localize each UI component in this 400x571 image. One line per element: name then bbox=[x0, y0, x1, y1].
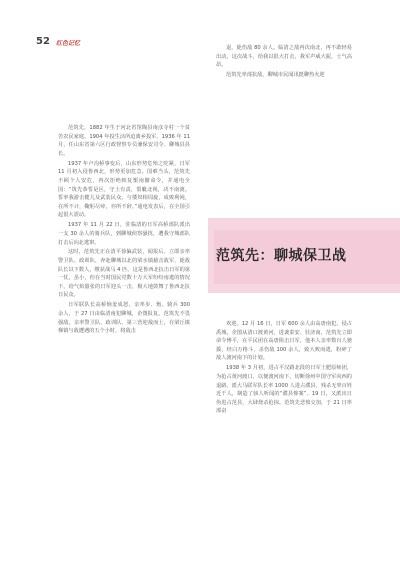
paragraph: 退，毙伤敌 80 余人。临清之敌再次南北，再不敢轻易出动。这次战斗，给我以很大打击，我军声威大振，士气高昂。 bbox=[216, 45, 352, 69]
right-bottom-column bbox=[216, 320, 352, 417]
section-name: 红色记忆 bbox=[56, 40, 81, 47]
paragraph: 范筑先，1882 年生于河北省馆陶县南彦寺村一个贫苦农民家庭。1904 年投生活所迫离乡投军。1936 年 11 月，任山东省第六区行政督察专员兼保安司令、聊城县县长。 bbox=[58, 125, 190, 157]
title-band bbox=[208, 218, 400, 293]
paragraph: 1937 年卢沟桥事变后，山东形势危殆之吃紧，日军 11 月初入侵鲁西北，形势更加危急。国难当头，范筑先不顾个人安危，再次拒绝韩复榘南撤命令，并通电全国：“筑先恭誓是区，守土有责，裂眦北视，决不南渡。誓率我游击健儿及武装民众，与倭奴相周旋，成败利钝，在所不计，鞠躬尽瘁，亦所不辞。”通电发表后，在全国引起很大震动。 bbox=[58, 160, 190, 219]
page-number: 52 bbox=[36, 36, 50, 47]
paragraph: 欢迎。12 月 16 日，日军 600 余人由高唐南犯，侵占禹城，企图从清口渡黄河，进袭泰安、驻济南。范筑先立即命令傅平，在平民团在高唐阻击日军，他本人亲率数百人驰援，经白万格斗，杀伤敌 100 余人，致大败而逃，粉碎了敌人渡河南下的计划。 bbox=[216, 321, 352, 362]
paragraph: 1937 年 11 月 22 日，驻临清的日军高桥部队派出一支 30 余人的骑兵队，到聊城侦察骚扰，遭我守城部队打击后向北逃窜。 bbox=[58, 222, 190, 246]
paragraph: 范筑先率部抗敌，聊城市民闻讯挺聊热火迎 bbox=[226, 72, 325, 79]
right-top-column bbox=[216, 44, 352, 81]
paragraph: 日军联队长高桥恼羞成怒，亲率步、炮、骑兵 300 余人，于 27 日由临清南犯聊城，企图报复。范筑先不畏强敌，亲率警卫队、政训队、第三营迎敌而上，在梁丘镇梯镇与敌遭遇的五个小时，将敌击 bbox=[58, 302, 190, 335]
paragraph: 这时，范筑先正在清平徐偏武装，闻报后，立即亲率警卫队、政训队，奔赴聊城以北的梁水镇截击敌军，毙敌队长以下数人，缴获战马 4 匹。这是鲁西北抗击日军的第一仗，虽小，但在当时国民党数十万大军纷纷南逃的情况下，给气焰嚣张的日军迎头一击，极大地鼓舞了鲁西北抗日民众。 bbox=[58, 249, 190, 299]
left-column bbox=[58, 124, 190, 337]
article-title: 范筑先：聊城保卫战 bbox=[216, 248, 347, 264]
paragraph: 1938 年 3 月初，进占平汉路北段的日军土肥原师团，为抢占黄河渡口，以便渡河南下，切断徐州中国守军向西的退路，派大马联军队长率 1000 人进占濮县，残杀无辜百姓近千人，制造了骇人听闻的“濮县惨案”。19 日，又派出日伪进占范县，大肆烧杀抢掠。范筑先悲愤交加，于 21 日率部奋 bbox=[216, 365, 352, 415]
